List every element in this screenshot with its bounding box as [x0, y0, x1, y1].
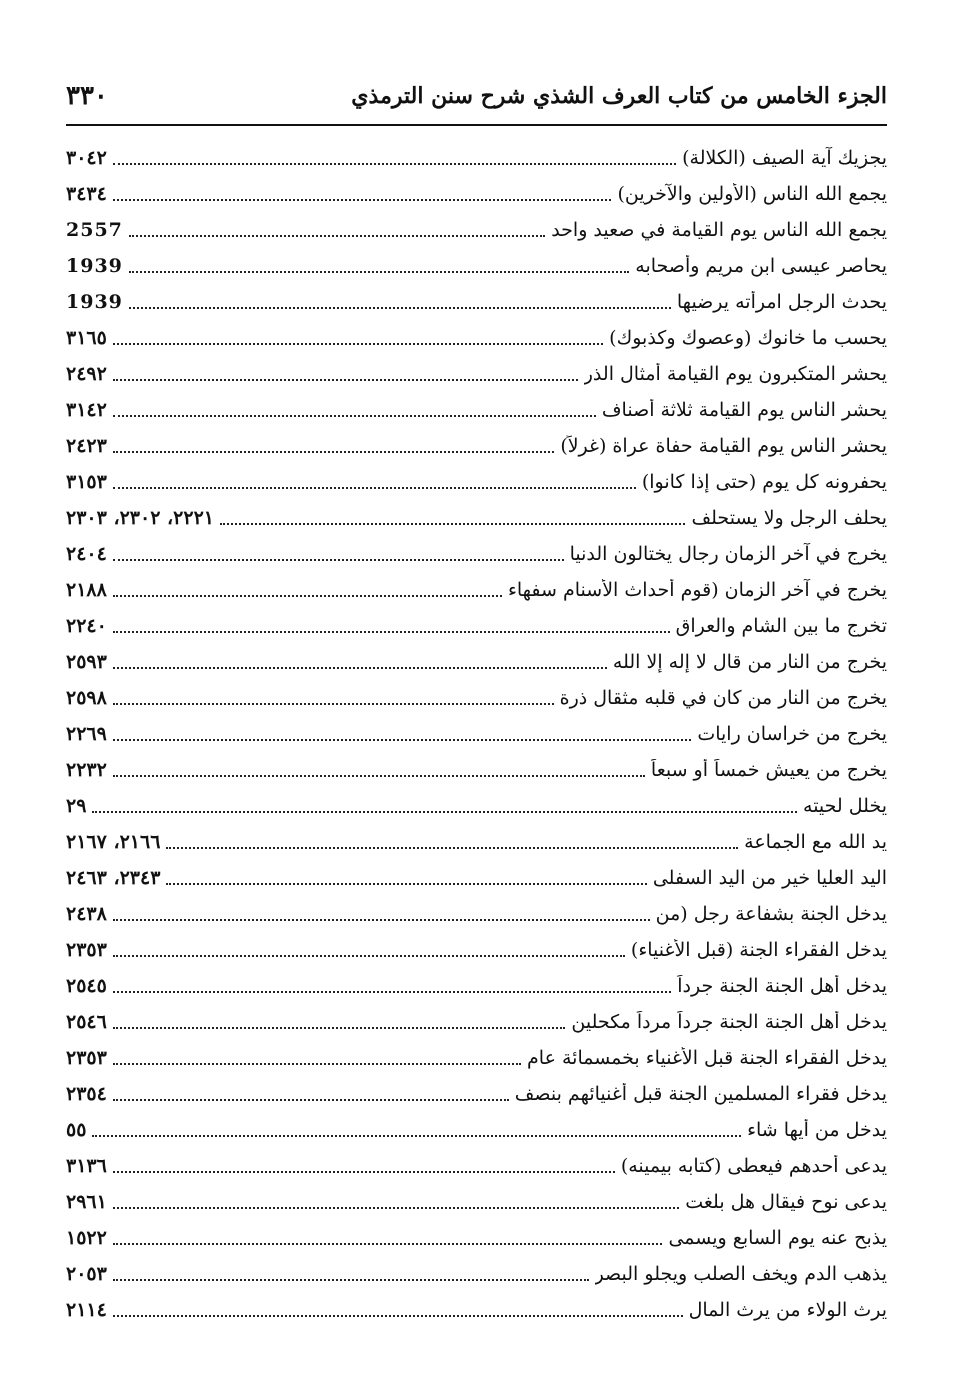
- dot-leader: [113, 1027, 566, 1029]
- entry-reference-numbers: ١٥٢٢: [66, 1227, 107, 1249]
- index-entry: [66, 1004, 887, 1040]
- dot-leader: [113, 379, 578, 381]
- dot-leader: [129, 307, 671, 309]
- entry-text: يدخل أهل الجنة الجنة جرداً: [677, 975, 887, 997]
- dot-leader: [113, 559, 564, 561]
- dot-leader: [113, 343, 603, 345]
- entry-text: يدخل أهل الجنة الجنة جرداً مرداً مكحلين: [571, 1011, 887, 1033]
- index-entry: [66, 932, 887, 968]
- entry-text: يدخل الفقراء الجنة (قبل الأغنياء): [630, 939, 887, 961]
- entry-text: يذبح عنه يوم السابع ويسمى: [668, 1227, 887, 1249]
- entry-text: يحشر الناس يوم القيامة حفاة عراة (غرلاً): [560, 435, 887, 457]
- entry-reference-numbers: ٢٢٢١، ٢٣٠٢، ٢٣٠٣: [66, 507, 214, 529]
- entry-reference-numbers: ٢٩: [66, 795, 87, 817]
- header-rule: [66, 124, 887, 126]
- index-entry: [66, 1040, 887, 1076]
- entry-reference-numbers: ٢٤٣٨: [66, 903, 107, 925]
- dot-leader: [113, 1063, 521, 1065]
- entry-text: يدعى نوح فيقال هل بلغت: [685, 1191, 887, 1213]
- entry-reference-numbers: 2557: [66, 219, 123, 241]
- entry-reference-numbers: ٣١٥٣: [66, 471, 107, 493]
- dot-leader: [113, 1099, 509, 1101]
- entry-reference-numbers: ٢١٦٦، ٢١٦٧: [66, 831, 161, 853]
- entry-text: يدخل الفقراء الجنة قبل الأغنياء بخمسمائة عام: [527, 1047, 887, 1069]
- entry-text: يحاصر عيسى ابن مريم وأصحابه: [635, 255, 887, 277]
- entry-reference-numbers: ٢٤٠٤: [66, 543, 107, 565]
- entry-text: يخرج من النار من كان في قلبه مثقال ذرة: [559, 687, 887, 709]
- entry-text: يحفرونه كل يوم (حتى إذا كانوا): [641, 471, 887, 493]
- index-entry: [66, 1292, 887, 1328]
- index-entry: [66, 896, 887, 932]
- index-entry: [66, 140, 887, 176]
- entry-text: يخرج في آخر الزمان رجال يختالون الدنيا: [569, 543, 887, 565]
- entry-reference-numbers: ٢١١٤: [66, 1299, 107, 1321]
- book-title: الجزء الخامس من كتاب العرف الشذي شرح سنن الترمذي: [351, 83, 887, 109]
- dot-leader: [113, 631, 670, 633]
- page-header: [66, 72, 887, 120]
- entry-reference-numbers: 1939: [66, 255, 123, 277]
- entry-text: يرث الولاء من يرث المال: [688, 1299, 887, 1321]
- entry-text: يحلف الرجل ولا يستحلف: [691, 507, 887, 529]
- entry-reference-numbers: ٣١٦٥: [66, 327, 107, 349]
- entry-text: يحسب ما خانوك (وعصوك وكذبوك): [609, 327, 887, 349]
- index-entry: [66, 320, 887, 356]
- entry-reference-numbers: ٣١٣٦: [66, 1155, 107, 1177]
- dot-leader: [113, 1207, 679, 1209]
- entry-text: يدعى أحدهم فيعطى (كتابه بيمينه): [620, 1155, 887, 1177]
- entry-reference-numbers: ٢٢٦٩: [66, 723, 107, 745]
- dot-leader: [129, 271, 629, 273]
- dot-leader: [113, 1315, 683, 1317]
- entry-reference-numbers: ٢٣٤٣، ٢٤٦٣: [66, 867, 161, 889]
- entry-text: تخرج ما بين الشام والعراق: [675, 615, 887, 637]
- dot-leader: [113, 667, 607, 669]
- index-entry: [66, 752, 887, 788]
- dot-leader: [113, 703, 554, 705]
- dot-leader: [113, 451, 554, 453]
- dot-leader: [113, 163, 676, 165]
- index-entry: [66, 212, 887, 248]
- entry-reference-numbers: ٢٠٥٣: [66, 1263, 107, 1285]
- index-list: [66, 140, 887, 1328]
- entry-reference-numbers: ٥٥: [66, 1119, 87, 1141]
- dot-leader: [113, 919, 650, 921]
- dot-leader: [113, 199, 612, 201]
- entry-reference-numbers: ٢٥٤٥: [66, 975, 107, 997]
- dot-leader: [113, 775, 645, 777]
- dot-leader: [113, 991, 671, 993]
- index-entry: [66, 356, 887, 392]
- dot-leader: [113, 1171, 615, 1173]
- index-entry: [66, 572, 887, 608]
- index-entry: [66, 716, 887, 752]
- dot-leader: [113, 415, 596, 417]
- index-entry: [66, 968, 887, 1004]
- index-entry: [66, 1184, 887, 1220]
- entry-text: يخرج من النار من قال لا إله إلا الله: [612, 651, 887, 673]
- index-entry: [66, 680, 887, 716]
- entry-text: يخرج من خراسان رايات: [697, 723, 887, 745]
- index-entry: [66, 536, 887, 572]
- entry-text: يذهب الدم ويخف الصلب ويجلو البصر: [594, 1263, 887, 1285]
- index-entry: [66, 1076, 887, 1112]
- dot-leader: [113, 955, 625, 957]
- entry-reference-numbers: ٢٢٣٢: [66, 759, 107, 781]
- entry-text: يخلل لحيته: [803, 795, 887, 817]
- index-entry: [66, 500, 887, 536]
- entry-text: يد الله مع الجماعة: [744, 831, 887, 853]
- index-entry: [66, 1148, 887, 1184]
- index-entry: [66, 860, 887, 896]
- entry-reference-numbers: 1939: [66, 291, 123, 313]
- index-entry: [66, 788, 887, 824]
- entry-reference-numbers: ٣١٤٢: [66, 399, 107, 421]
- dot-leader: [113, 739, 692, 741]
- dot-leader: [113, 487, 636, 489]
- entry-text: يجزيك آية الصيف (الكلالة): [682, 147, 887, 169]
- index-entry: [66, 1220, 887, 1256]
- dot-leader: [113, 595, 502, 597]
- entry-text: يجمع الله الناس يوم القيامة في صعيد واحد: [551, 219, 887, 241]
- index-entry: [66, 248, 887, 284]
- dot-leader: [92, 811, 797, 813]
- index-entry: [66, 464, 887, 500]
- index-entry: [66, 1256, 887, 1292]
- entry-reference-numbers: ٣٠٤٢: [66, 147, 107, 169]
- dot-leader: [220, 523, 685, 525]
- entry-reference-numbers: ٢٤٩٢: [66, 363, 107, 385]
- dot-leader: [113, 1243, 663, 1245]
- entry-text: يدخل من أيها شاء: [747, 1119, 887, 1141]
- index-entry: [66, 284, 887, 320]
- index-entry: [66, 176, 887, 212]
- entry-reference-numbers: ٢٥٩٨: [66, 687, 107, 709]
- index-entry: [66, 608, 887, 644]
- entry-text: اليد العليا خير من اليد السفلى: [652, 867, 887, 889]
- index-entry: [66, 392, 887, 428]
- dot-leader: [92, 1135, 741, 1137]
- entry-text: يحدث الرجل امرأته يرضيها: [676, 291, 887, 313]
- entry-text: يجمع الله الناس (الأولين والآخرين): [617, 183, 887, 205]
- entry-text: يدخل الجنة بشفاعة رجل (من: [655, 903, 887, 925]
- dot-leader: [166, 883, 646, 885]
- index-entry: [66, 1112, 887, 1148]
- entry-reference-numbers: ٢١٨٨: [66, 579, 107, 601]
- entry-text: يخرج من يعيش خمساً أو سبعاً: [650, 759, 887, 781]
- index-entry: [66, 824, 887, 860]
- dot-leader: [166, 847, 738, 849]
- index-entry: [66, 644, 887, 680]
- index-entry: [66, 428, 887, 464]
- entry-reference-numbers: ٢٢٤٠: [66, 615, 107, 637]
- entry-text: يدخل فقراء المسلمين الجنة قبل أغنيائهم بنصف: [514, 1083, 887, 1105]
- entry-reference-numbers: ٣٤٣٤: [66, 183, 107, 205]
- entry-reference-numbers: ٢٥٩٣: [66, 651, 107, 673]
- entry-reference-numbers: ٢٣٥٣: [66, 939, 107, 961]
- entry-reference-numbers: ٢٥٤٦: [66, 1011, 107, 1033]
- entry-text: يحشر الناس يوم القيامة ثلاثة أصناف: [601, 399, 887, 421]
- entry-reference-numbers: ٢٣٥٤: [66, 1083, 107, 1105]
- page-number: ٣٣٠: [66, 81, 108, 111]
- entry-reference-numbers: ٢٤٢٣: [66, 435, 107, 457]
- dot-leader: [129, 235, 545, 237]
- entry-reference-numbers: ٢٩٦١: [66, 1191, 107, 1213]
- dot-leader: [113, 1279, 589, 1281]
- entry-text: يخرج في آخر الزمان (قوم أحداث الأسنام سفهاء: [507, 579, 887, 601]
- entry-text: يحشر المتكبرون يوم القيامة أمثال الذر: [583, 363, 887, 385]
- entry-reference-numbers: ٢٣٥٣: [66, 1047, 107, 1069]
